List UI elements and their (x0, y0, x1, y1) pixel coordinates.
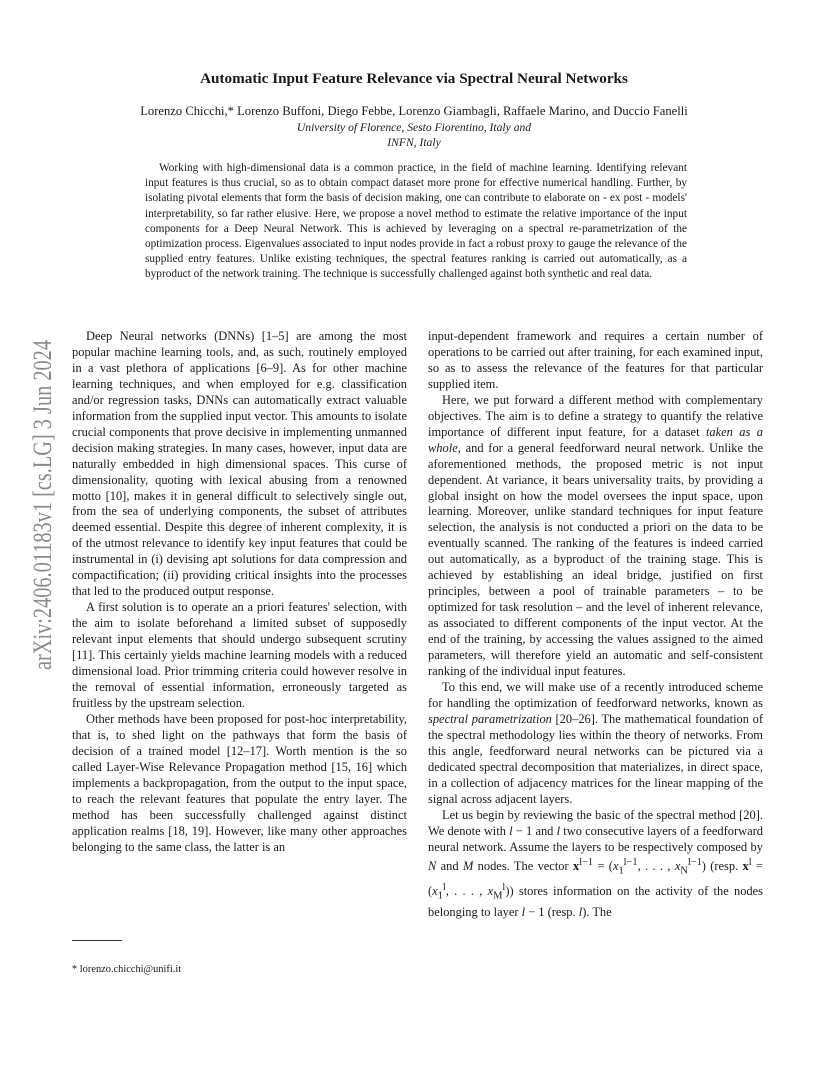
author-list: Lorenzo Chicchi,* Lorenzo Buffoni, Diego Febbe, Lorenzo Giambagli, Raffaele Marino, and Duccio Fanelli (140, 104, 688, 118)
method-paragraph-1-emphasis: taken as a whole (428, 424, 763, 455)
abstract: Working with high-dimensional data is a common practice, in the field of machine learning. Identifying relevant input features is thus crucial, so as to obtain compact dataset more prone for effective numerical handling. Further, by isolating pivotal elements that form the basis of decision making, one can contribute to elaborate on - ex post - models' interpretability, so far rather elusive. Here, we propose a novel method to estimate the relative importance of the input components for a Deep Neural Network. This is achieved by leveraging on a spectral re-parametrization of the optimization process. Eigenvalues associated to input nodes provide in fact a robust proxy to gauge the relevance of the supplied entry features. Unlike existing techniques, the spectral features ranking is carried out automatically, as a byproduct of the network training. The technique is successfully challenged against both synthetic and real data. (145, 162, 687, 281)
intro-paragraph-2: A first solution is to operate an a priori features' selection, with the aim to isolate beforehand a limited subset of supposedly relevant input elements that should undergo subsequent scrutiny [11]. This certainly yields machine learning models with a reduced dimensional load. Prior trimming criteria could however resolve in the removal of essential information, erroneously targeted as fruitless by the upstream selection. (72, 600, 407, 710)
affiliation-line-2: INFN, Italy (387, 136, 441, 149)
right-column (428, 329, 763, 921)
paper-title: Automatic Input Feature Relevance via Spectral Neural Networks (200, 70, 628, 87)
left-column (72, 329, 407, 855)
method-paragraph-1 (428, 393, 763, 680)
method-paragraph-2-text-a: To this end, we will make use of a recently introduced scheme for handling the optimization of feedforward networks, known as (428, 679, 763, 710)
intro-paragraph-1: Deep Neural networks (DNNs) [1–5] are among the most popular machine learning tools, and, as such, routinely employed in a vast plethora of applications [6–9]. As for other machine learning techniques, and when employed for e.g. classification and/or regression tasks, DNNs can automatically extract valuable information from the supplied input vector. This amounts to isolate crucial components that prove decisive in implementing unmanned decision making strategies. In many cases, however, input data are naturally embedded in high dimensional spaces. This curse of dimensionality, quoting with lexical abusing from a renowned motto [10], makes it in general difficult to selectively single out, from the sea of underlying components, the subset of attributes deemed essential. Despite this degree of inherent complexity, it is of the utmost relevance to identify key input features that could be instrumental in (i) devising apt solutions for data compression and compactification; (ii) providing critical insights into the processes that led to the produced output response. (72, 329, 407, 599)
arxiv-id: arXiv:2406.01183v1 [cs.LG] 3 Jun 2024 (27, 340, 57, 670)
method-paragraph-3: Let us begin by reviewing the basic of the spectral method [20]. We denote with l − 1 and l two consecutive layers of a feedforward neural network. Assume the layers to be respectively composed by N and M nodes. The vector $x^{l-1} = (x_1^{l-1}$, . . . , $x_N^{l-1}$) (resp. $x^l = (x_1^l$, . . . , $x_M^l$)) stores information on the activity of the nodes belonging to layer l − 1 (resp. l). The (428, 807, 764, 919)
footnote-rule (72, 940, 122, 941)
continued-paragraph: input-dependent framework and requires a certain number of operations to be carried out after training, for each examined input, so as to assess the relevance of the features for that particular supplied item. (428, 329, 763, 391)
method-paragraph-2-emphasis: spectral parametrization (428, 711, 552, 726)
method-paragraph-1-text-a: Here, we put forward a different method with complementary objectives. The aim is to define a strategy to quantify the relative importance of different input feature, for a dataset (428, 392, 763, 439)
method-paragraph-1-text-b: , and for a general feedforward neural network. Unlike the aforementioned methods, the proposed metric is not input dependent. At variance, it bears universality traits, by providing a global insight on how the model oversees the input space, upon learning. Moreover, unlike standard techniques for input feature selection, the analysis is not conducted a priori on the data to be eventually scanned. The ranking of the features is indeed carried out automatically, as a byproduct of the training stage. This is achieved by establishing an ideal bridge, justified on first principles, between a pool of trainable parameters – to be optimized for task resolution – and the level of inherent relevance, as associated to different components of the input vector. At the end of the training, by accessing the values assigned to the aimed parameters, will therefore yield an automatic and self-consistent ranking of the individual input features. (428, 440, 763, 679)
affiliation-line-1: University of Florence, Sesto Fiorentino, Italy and (296, 121, 532, 134)
method-paragraph-2 (428, 680, 763, 808)
arxiv-watermark (18, 340, 58, 670)
footnote: * lorenzo.chicchi@unifi.it (72, 964, 182, 975)
method-paragraph-2-text-b: [20–26]. The mathematical foundation of the spectral methodology lies within the theory of networks. From this angle, feedforward neural networks can be pictured via a dedicated spectral decomposition that materializes, in direct space, in a collection of adjacency matrices for the linear mapping of the signal across adjacent layers. (428, 711, 763, 806)
intro-paragraph-3: Other methods have been proposed for post-hoc interpretability, that is, to shed light on the pathways that form the basis of decision of a trained model [12–17]. Worth mention is the so called Layer-Wise Relevance Propagation method [15, 16] which implements a backpropagation, from the output to the input space, to reach the relevant features that populate the entry layer. The method has been successfully challenged against distinct application realms [18, 19]. However, like many other approaches belonging to the same class, the latter is an (72, 711, 407, 854)
